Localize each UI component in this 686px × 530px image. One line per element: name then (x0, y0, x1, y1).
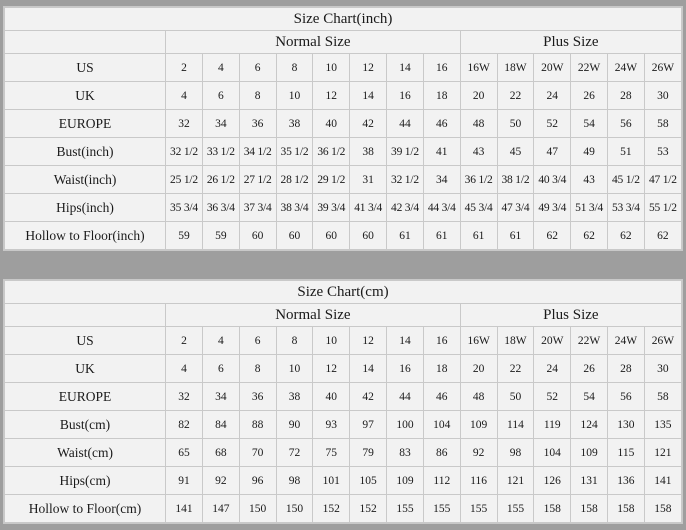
cell: 14 (387, 54, 424, 82)
cell: 6 (202, 355, 239, 383)
cell: 97 (350, 411, 387, 439)
cell: 130 (608, 411, 645, 439)
row-label: UK (5, 355, 166, 383)
table-row (5, 355, 682, 383)
cell: 62 (608, 222, 645, 250)
page-title: Size Chart(inch) (5, 8, 682, 31)
cell: 50 (497, 110, 534, 138)
cell: 36 (239, 110, 276, 138)
cell: 43 (460, 138, 497, 166)
table-row (5, 110, 682, 138)
cell: 112 (423, 467, 460, 495)
cell: 51 3/4 (571, 194, 608, 222)
cell: 38 1/2 (497, 166, 534, 194)
cell: 90 (276, 411, 313, 439)
cell: 32 (166, 383, 203, 411)
cell: 37 3/4 (239, 194, 276, 222)
cell: 4 (202, 327, 239, 355)
cell: 26 (571, 355, 608, 383)
cell: 158 (644, 495, 681, 523)
cell: 44 (387, 110, 424, 138)
cell: 38 (276, 110, 313, 138)
cell: 62 (571, 222, 608, 250)
cell: 135 (644, 411, 681, 439)
page-title: Size Chart(cm) (5, 281, 682, 304)
table-row (5, 495, 682, 523)
cell: 24 (534, 355, 571, 383)
cell: 68 (202, 439, 239, 467)
cell: 104 (534, 439, 571, 467)
cell: 100 (387, 411, 424, 439)
cell: 56 (608, 110, 645, 138)
row-label: UK (5, 82, 166, 110)
cell: 75 (313, 439, 350, 467)
cell: 14 (350, 82, 387, 110)
cell: 48 (460, 110, 497, 138)
cell: 18W (497, 327, 534, 355)
table-row (5, 138, 682, 166)
cell: 32 1/2 (387, 166, 424, 194)
cell: 119 (534, 411, 571, 439)
cell: 40 (313, 383, 350, 411)
cell: 61 (387, 222, 424, 250)
cell: 22W (571, 327, 608, 355)
cell: 155 (387, 495, 424, 523)
cell: 24W (608, 54, 645, 82)
cell: 86 (423, 439, 460, 467)
row-label: Hollow to Floor(inch) (5, 222, 166, 250)
cell: 38 (350, 138, 387, 166)
cell: 10 (313, 54, 350, 82)
cell: 61 (460, 222, 497, 250)
cell: 59 (202, 222, 239, 250)
cell: 38 3/4 (276, 194, 313, 222)
cell: 22 (497, 82, 534, 110)
cell: 39 1/2 (387, 138, 424, 166)
cell: 34 1/2 (239, 138, 276, 166)
cell: 25 1/2 (166, 166, 203, 194)
cell: 51 (608, 138, 645, 166)
cell: 12 (313, 355, 350, 383)
table-row (5, 411, 682, 439)
cell: 30 (644, 355, 681, 383)
cell: 34 (202, 110, 239, 138)
cell: 26 1/2 (202, 166, 239, 194)
cell: 155 (423, 495, 460, 523)
cell: 45 (497, 138, 534, 166)
cell: 6 (239, 327, 276, 355)
cell: 98 (497, 439, 534, 467)
cell: 42 (350, 383, 387, 411)
cell: 32 1/2 (166, 138, 203, 166)
cell: 27 1/2 (239, 166, 276, 194)
table-row (5, 327, 682, 355)
cell: 16 (423, 327, 460, 355)
cell: 158 (534, 495, 571, 523)
size-chart-inch (3, 6, 683, 251)
cell: 88 (239, 411, 276, 439)
cell: 12 (313, 82, 350, 110)
table-group-row (5, 304, 682, 327)
size-chart-cm-table (4, 280, 682, 523)
size-chart-cm (3, 279, 683, 524)
cell: 33 1/2 (202, 138, 239, 166)
cell: 26W (644, 327, 681, 355)
cell: 39 3/4 (313, 194, 350, 222)
cell: 47 (534, 138, 571, 166)
cell: 109 (387, 467, 424, 495)
cell: 45 3/4 (460, 194, 497, 222)
cell: 115 (608, 439, 645, 467)
cell: 43 (571, 166, 608, 194)
cell: 158 (571, 495, 608, 523)
cell: 70 (239, 439, 276, 467)
cell: 41 3/4 (350, 194, 387, 222)
cell: 16 (387, 82, 424, 110)
group-header-plus: Plus Size (460, 31, 681, 54)
cell: 56 (608, 383, 645, 411)
table-title-row (5, 281, 682, 304)
cell: 60 (239, 222, 276, 250)
cell: 36 1/2 (460, 166, 497, 194)
cell: 10 (276, 355, 313, 383)
cell: 65 (166, 439, 203, 467)
group-header-plus: Plus Size (460, 304, 681, 327)
cell: 40 (313, 110, 350, 138)
cell: 147 (202, 495, 239, 523)
cell: 14 (350, 355, 387, 383)
cell: 6 (202, 82, 239, 110)
cell: 6 (239, 54, 276, 82)
cell: 28 (608, 82, 645, 110)
cell: 101 (313, 467, 350, 495)
cell: 26 (571, 82, 608, 110)
cell: 35 3/4 (166, 194, 203, 222)
cell: 44 3/4 (423, 194, 460, 222)
cell: 53 3/4 (608, 194, 645, 222)
table-group-row (5, 31, 682, 54)
cell: 83 (387, 439, 424, 467)
table-row (5, 467, 682, 495)
cell: 32 (166, 110, 203, 138)
cell: 150 (239, 495, 276, 523)
cell: 12 (350, 54, 387, 82)
cell: 28 1/2 (276, 166, 313, 194)
row-label: Hips(inch) (5, 194, 166, 222)
cell: 82 (166, 411, 203, 439)
cell: 10 (313, 327, 350, 355)
cell: 18 (423, 82, 460, 110)
cell: 61 (497, 222, 534, 250)
cell: 49 (571, 138, 608, 166)
cell: 20 (460, 355, 497, 383)
cell: 54 (571, 383, 608, 411)
cell: 109 (571, 439, 608, 467)
cell: 121 (497, 467, 534, 495)
cell: 109 (460, 411, 497, 439)
cell: 46 (423, 110, 460, 138)
cell: 60 (350, 222, 387, 250)
cell: 152 (313, 495, 350, 523)
cell: 91 (166, 467, 203, 495)
cell: 136 (608, 467, 645, 495)
cell: 58 (644, 110, 681, 138)
row-label: Bust(inch) (5, 138, 166, 166)
cell: 96 (239, 467, 276, 495)
cell: 141 (644, 467, 681, 495)
cell: 62 (534, 222, 571, 250)
row-label: EUROPE (5, 110, 166, 138)
row-label: Hollow to Floor(cm) (5, 495, 166, 523)
cell: 4 (166, 355, 203, 383)
cell: 49 3/4 (534, 194, 571, 222)
cell: 52 (534, 110, 571, 138)
cell: 155 (497, 495, 534, 523)
cell: 36 (239, 383, 276, 411)
cell: 20W (534, 327, 571, 355)
group-row-blank (5, 304, 166, 327)
size-chart-inch-table (4, 7, 682, 250)
cell: 36 1/2 (313, 138, 350, 166)
cell: 40 3/4 (534, 166, 571, 194)
cell: 50 (497, 383, 534, 411)
cell: 150 (276, 495, 313, 523)
cell: 10 (276, 82, 313, 110)
cell: 24 (534, 82, 571, 110)
cell: 45 1/2 (608, 166, 645, 194)
cell: 116 (460, 467, 497, 495)
cell: 41 (423, 138, 460, 166)
cell: 98 (276, 467, 313, 495)
cell: 105 (350, 467, 387, 495)
cell: 44 (387, 383, 424, 411)
cell: 34 (423, 166, 460, 194)
cell: 20 (460, 82, 497, 110)
cell: 16W (460, 54, 497, 82)
cell: 14 (387, 327, 424, 355)
cell: 52 (534, 383, 571, 411)
cell: 47 1/2 (644, 166, 681, 194)
cell: 24W (608, 327, 645, 355)
cell: 4 (166, 82, 203, 110)
cell: 131 (571, 467, 608, 495)
cell: 18W (497, 54, 534, 82)
cell: 121 (644, 439, 681, 467)
cell: 155 (460, 495, 497, 523)
cell: 72 (276, 439, 313, 467)
group-header-normal: Normal Size (166, 304, 461, 327)
cell: 16 (387, 355, 424, 383)
table-row (5, 439, 682, 467)
cell: 8 (239, 355, 276, 383)
cell: 60 (313, 222, 350, 250)
cell: 124 (571, 411, 608, 439)
cell: 8 (239, 82, 276, 110)
cell: 53 (644, 138, 681, 166)
cell: 2 (166, 54, 203, 82)
cell: 79 (350, 439, 387, 467)
cell: 36 3/4 (202, 194, 239, 222)
group-header-normal: Normal Size (166, 31, 461, 54)
cell: 8 (276, 327, 313, 355)
cell: 93 (313, 411, 350, 439)
cell: 4 (202, 54, 239, 82)
row-label: Hips(cm) (5, 467, 166, 495)
cell: 22W (571, 54, 608, 82)
row-label: US (5, 327, 166, 355)
cell: 54 (571, 110, 608, 138)
cell: 60 (276, 222, 313, 250)
cell: 141 (166, 495, 203, 523)
cell: 30 (644, 82, 681, 110)
cell: 114 (497, 411, 534, 439)
cell: 92 (460, 439, 497, 467)
cell: 46 (423, 383, 460, 411)
cell: 158 (608, 495, 645, 523)
table-row (5, 383, 682, 411)
cell: 62 (644, 222, 681, 250)
cell: 18 (423, 355, 460, 383)
cell: 152 (350, 495, 387, 523)
cell: 42 (350, 110, 387, 138)
row-label: Bust(cm) (5, 411, 166, 439)
cell: 38 (276, 383, 313, 411)
cell: 55 1/2 (644, 194, 681, 222)
row-label: US (5, 54, 166, 82)
group-row-blank (5, 31, 166, 54)
table-row (5, 194, 682, 222)
cell: 48 (460, 383, 497, 411)
cell: 42 3/4 (387, 194, 424, 222)
cell: 29 1/2 (313, 166, 350, 194)
cell: 92 (202, 467, 239, 495)
table-row (5, 54, 682, 82)
row-label: EUROPE (5, 383, 166, 411)
cell: 16 (423, 54, 460, 82)
cell: 58 (644, 383, 681, 411)
cell: 2 (166, 327, 203, 355)
cell: 59 (166, 222, 203, 250)
row-label: Waist(cm) (5, 439, 166, 467)
cell: 31 (350, 166, 387, 194)
cell: 84 (202, 411, 239, 439)
cell: 8 (276, 54, 313, 82)
cell: 126 (534, 467, 571, 495)
cell: 20W (534, 54, 571, 82)
table-title-row (5, 8, 682, 31)
cell: 104 (423, 411, 460, 439)
cell: 28 (608, 355, 645, 383)
cell: 12 (350, 327, 387, 355)
cell: 47 3/4 (497, 194, 534, 222)
cell: 22 (497, 355, 534, 383)
table-row (5, 82, 682, 110)
cell: 34 (202, 383, 239, 411)
cell: 61 (423, 222, 460, 250)
row-label: Waist(inch) (5, 166, 166, 194)
table-row (5, 222, 682, 250)
cell: 16W (460, 327, 497, 355)
cell: 35 1/2 (276, 138, 313, 166)
cell: 26W (644, 54, 681, 82)
table-row (5, 166, 682, 194)
